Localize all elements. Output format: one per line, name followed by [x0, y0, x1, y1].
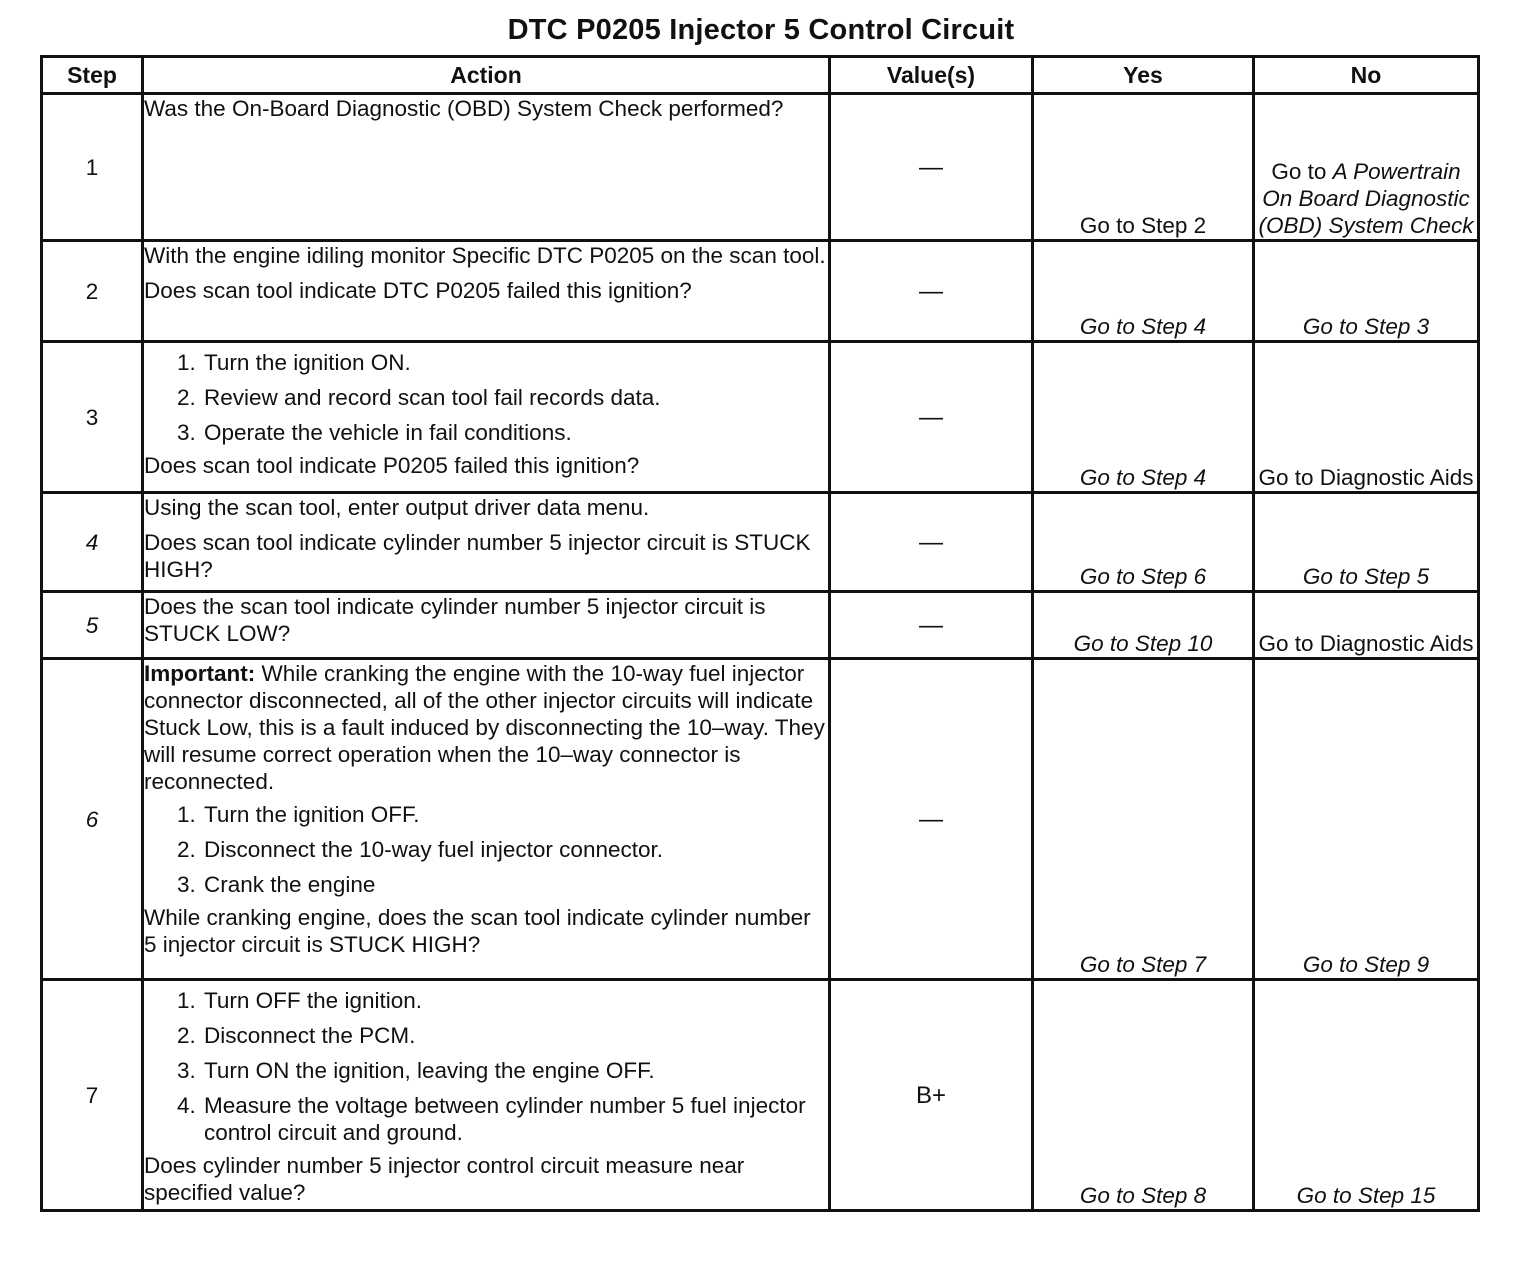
table-row — [42, 659, 1479, 980]
step-number: 6 — [42, 659, 143, 980]
list-item: 1. Turn the ignition ON. — [202, 349, 828, 376]
list-item: 3. Operate the vehicle in fail conditions. — [202, 419, 828, 446]
step-number: 7 — [42, 980, 143, 1211]
yes-cell: Go to Step 10 — [1033, 592, 1254, 659]
step-number: 4 — [42, 493, 143, 592]
value-cell: — — [830, 94, 1033, 241]
value-cell: — — [830, 342, 1033, 493]
yes-cell: Go to Step 2 — [1033, 94, 1254, 241]
header-step: Step — [42, 57, 143, 94]
action-question: While cranking engine, does the scan tool indicate cylinder number 5 injector circuit is STUCK HIGH? — [144, 905, 811, 957]
action-cell — [143, 342, 830, 493]
important-text: While cranking the engine with the 10-way fuel injector connector disconnected, all of the other injector circuits will indicate Stuck Low, this is a fault induced by disconnecting the 10–way. They will resume correct operation when the 10–way connector is reconnected. — [144, 661, 825, 794]
header-values: Value(s) — [830, 57, 1033, 94]
value-cell: — — [830, 493, 1033, 592]
list-item: 3. Crank the engine — [202, 871, 828, 898]
table-row — [42, 241, 1479, 342]
diagnostic-table — [40, 55, 1480, 1212]
header-row — [42, 57, 1479, 94]
list-item: 2. Review and record scan tool fail records data. — [202, 384, 828, 411]
action-text: Was the On-Board Diagnostic (OBD) System Check performed? — [144, 96, 784, 121]
step-number: 2 — [42, 241, 143, 342]
yes-cell: Go to Step 7 — [1033, 659, 1254, 980]
yes-cell: Go to Step 8 — [1033, 980, 1254, 1211]
action-question: Does scan tool indicate cylinder number 5 injector circuit is STUCK HIGH? — [144, 530, 811, 582]
action-text: Does the scan tool indicate cylinder number 5 injector circuit is STUCK LOW? — [144, 594, 766, 646]
value-cell: — — [830, 659, 1033, 980]
no-cell — [1254, 94, 1479, 241]
no-cell: Go to Step 9 — [1254, 659, 1479, 980]
no-cell: Go to Step 5 — [1254, 493, 1479, 592]
list-item: 1. Turn the ignition OFF. — [202, 801, 828, 828]
table-row — [42, 592, 1479, 659]
no-cell: Go to Diagnostic Aids — [1254, 342, 1479, 493]
value-cell: — — [830, 241, 1033, 342]
step-number: 3 — [42, 342, 143, 493]
value-cell: B+ — [830, 980, 1033, 1211]
table-row — [42, 342, 1479, 493]
table-row — [42, 980, 1479, 1211]
list-item: 3. Turn ON the ignition, leaving the engine OFF. — [202, 1057, 828, 1084]
list-item: 4. Measure the voltage between cylinder number 5 fuel injector control circuit and ground. — [202, 1092, 828, 1146]
yes-cell: Go to Step 4 — [1033, 342, 1254, 493]
no-prefix: Go to — [1271, 159, 1333, 184]
action-cell — [143, 493, 830, 592]
yes-cell: Go to Step 6 — [1033, 493, 1254, 592]
header-no: No — [1254, 57, 1479, 94]
value-cell: — — [830, 592, 1033, 659]
procedure-list — [144, 801, 828, 898]
action-question: Does scan tool indicate P0205 failed this ignition? — [144, 453, 640, 478]
action-question: Does cylinder number 5 injector control circuit measure near specified value? — [144, 1153, 745, 1205]
page-title: DTC P0205 Injector 5 Control Circuit — [507, 14, 1015, 46]
important-note — [144, 660, 828, 795]
procedure-list — [144, 987, 828, 1146]
action-cell — [143, 659, 830, 980]
action-cell — [143, 980, 830, 1211]
action-text: With the engine idiling monitor Specific DTC P0205 on the scan tool. — [144, 243, 826, 268]
action-text: Using the scan tool, enter output driver data menu. — [144, 495, 650, 520]
step-number: 1 — [42, 94, 143, 241]
no-link-text: A Powertrain On Board Diagnostic (OBD) System Check — [1258, 159, 1474, 238]
no-cell: Go to Diagnostic Aids — [1254, 592, 1479, 659]
no-cell: Go to Step 15 — [1254, 980, 1479, 1211]
no-cell: Go to Step 3 — [1254, 241, 1479, 342]
list-item: 2. Disconnect the 10-way fuel injector connector. — [202, 836, 828, 863]
table-row — [42, 94, 1479, 241]
action-cell — [143, 94, 830, 241]
action-cell — [143, 592, 830, 659]
list-item: 2. Disconnect the PCM. — [202, 1022, 828, 1049]
important-label: Important: — [144, 661, 256, 686]
step-number: 5 — [42, 592, 143, 659]
action-question: Does scan tool indicate DTC P0205 failed this ignition? — [144, 278, 692, 303]
list-item: 1. Turn OFF the ignition. — [202, 987, 828, 1014]
header-yes: Yes — [1033, 57, 1254, 94]
yes-cell: Go to Step 4 — [1033, 241, 1254, 342]
procedure-list — [144, 349, 828, 446]
action-cell — [143, 241, 830, 342]
header-action: Action — [143, 57, 830, 94]
table-row — [42, 493, 1479, 592]
